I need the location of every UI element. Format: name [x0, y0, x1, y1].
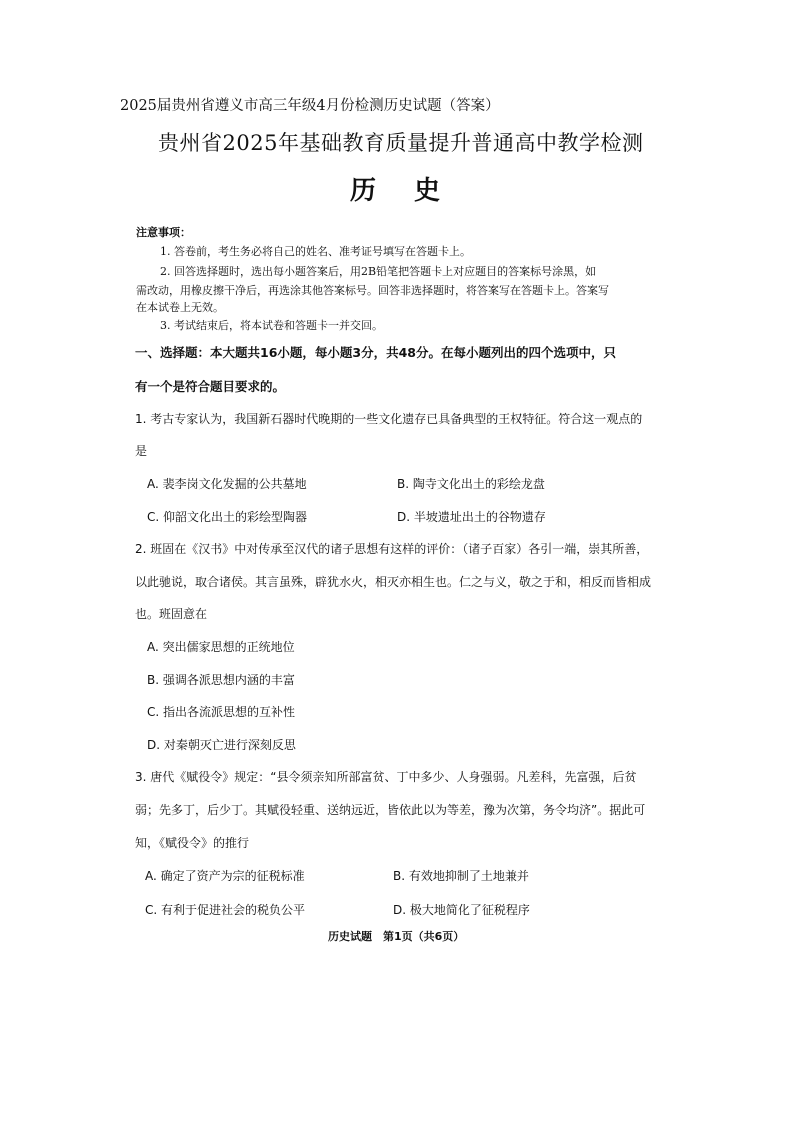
notice-line: 1. 答卷前，考生务必将自己的姓名、准考证号填写在答题卡上。 — [160, 245, 471, 258]
question-3-option-d: D. 极大地简化了征税程序 — [393, 903, 530, 917]
question-1-option-a: A. 裴李岗文化发掘的公共墓地 — [147, 477, 307, 491]
question-2-stem: 也。班固意在 — [135, 607, 208, 621]
question-3-stem: 知，《赋役令》的推行 — [135, 836, 250, 850]
question-2-stem: 2. 班固在《汉书》中对传承至汉代的诸子思想有这样的评价：（诸子百家）各引一端，崇其所善， — [135, 542, 649, 556]
section-heading: 一、选择题：本大题共16小题，每小题3分，共48分。在每小题列出的四个选项中，只 — [135, 345, 616, 360]
document-title: 2025届贵州省遵义市高三年级4月份检测历史试题（答案） — [120, 98, 500, 114]
question-1-stem: 1. 考古专家认为，我国新石器时代晚期的一些文化遗存已具备典型的王权特征。符合这一观点的 — [135, 412, 643, 426]
question-3-option-a: A. 确定了资产为宗的征税标准 — [145, 869, 305, 883]
question-2-option-d: D. 对秦朝灭亡进行深刻反思 — [147, 738, 296, 752]
question-1-option-d: D. 半坡遗址出土的谷物遗存 — [397, 510, 546, 524]
notice-line: 2. 回答选择题时，选出每小题答案后，用2B铅笔把答题卡上对应题目的答案标号涂黑，如 — [160, 265, 597, 278]
question-3-option-c: C. 有利于促进社会的税负公平 — [145, 903, 306, 917]
page-footer: 历史试题 第1页（共6页） — [328, 930, 465, 943]
question-2-stem: 以此驰说，取合诸侯。其言虽殊，辟犹水火，相灭亦相生也。仁之与义，敬之于和，相反而皆相成 — [135, 575, 652, 589]
question-2-option-b: B. 强调各派思想内涵的丰富 — [147, 673, 295, 687]
subject-title: 历史 — [350, 176, 479, 206]
question-1-option-b: B. 陶寺文化出土的彩绘龙盘 — [397, 477, 545, 491]
question-1-option-c: C. 仰韶文化出土的彩绘型陶器 — [147, 510, 308, 524]
question-3-option-b: B. 有效地抑制了土地兼并 — [393, 869, 529, 883]
notice-line: 需改动，用橡皮擦干净后，再选涂其他答案标号。回答非选择题时，将答案写在答题卡上。答案写 — [136, 284, 609, 297]
section-heading: 有一个是符合题目要求的。 — [135, 379, 286, 394]
notice-heading: 注意事项： — [136, 226, 191, 239]
notice-line: 在本试卷上无效。 — [136, 301, 224, 314]
exam-title: 贵州省2025年基础教育质量提升普通高中教学检测 — [158, 131, 644, 155]
question-3-stem: 弱；先多丁，后少丁。其赋役轻重、送纳远近，皆依此以为等差，豫为次第，务令均济”。据此可 — [135, 803, 646, 817]
question-1-stem: 是 — [135, 444, 148, 458]
question-3-stem: 3. 唐代《赋役令》规定：“县令须亲知所部富贫、丁中多少、人身强弱。凡差科，先富强，后贫 — [135, 770, 637, 784]
notice-line: 3. 考试结束后，将本试卷和答题卡一并交回。 — [160, 319, 383, 332]
question-2-option-a: A. 突出儒家思想的正统地位 — [147, 640, 295, 654]
question-2-option-c: C. 指出各流派思想的互补性 — [147, 705, 296, 719]
